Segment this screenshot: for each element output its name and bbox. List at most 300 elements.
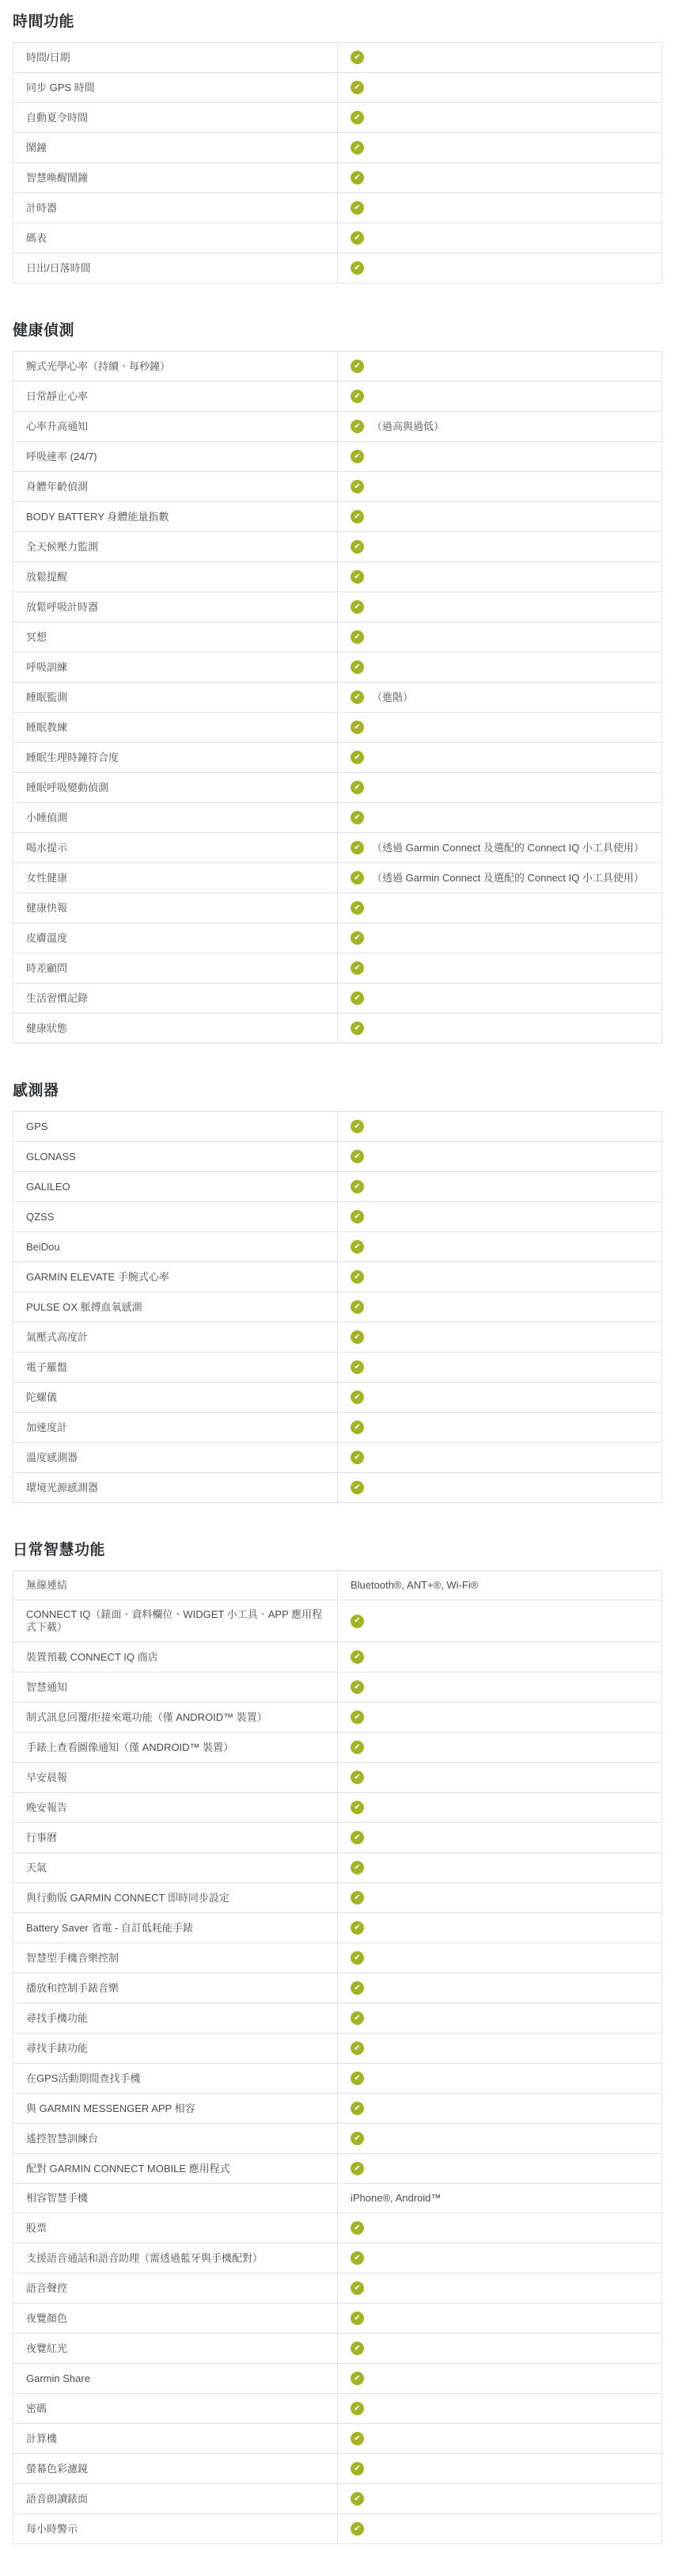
feature-value	[338, 2484, 662, 2514]
check-icon: ✔	[351, 1022, 364, 1035]
check-icon: ✔	[351, 811, 364, 824]
feature-note: iPhone®, Android™	[351, 2192, 442, 2204]
feature-label: 睡眠呼吸變動偵測	[13, 773, 338, 803]
spec-row	[13, 73, 662, 103]
spec-row	[13, 472, 662, 502]
feature-label: 健康快報	[13, 893, 338, 923]
spec-row	[13, 103, 662, 133]
feature-value	[338, 1642, 662, 1672]
spec-row	[13, 2184, 662, 2213]
check-icon: ✔	[351, 2132, 364, 2145]
feature-value	[338, 562, 662, 592]
feature-label: 日常靜止心率	[13, 382, 338, 412]
spec-row	[13, 1262, 662, 1292]
spec-row	[13, 743, 662, 773]
spec-row	[13, 1383, 662, 1413]
feature-value	[338, 1473, 662, 1503]
spec-row	[13, 713, 662, 743]
feature-label: 小睡偵測	[13, 803, 338, 833]
feature-label: 相容智慧手機	[13, 2184, 338, 2213]
feature-value	[338, 352, 662, 382]
feature-label: PULSE OX 脈搏血氧感測	[13, 1292, 338, 1322]
feature-value	[338, 1733, 662, 1763]
feature-label: 時差顧問	[13, 953, 338, 984]
spec-row	[13, 412, 662, 442]
feature-label: 自動夏令時間	[13, 103, 338, 133]
check-icon: ✔	[351, 2312, 364, 2325]
check-icon: ✔	[351, 1391, 364, 1404]
check-icon: ✔	[351, 751, 364, 764]
feature-label: CONNECT IQ（錶面、資料欄位、WIDGET 小工具、APP 應用程式下載）	[13, 1600, 338, 1642]
check-icon: ✔	[351, 231, 364, 245]
spec-row	[13, 2003, 662, 2034]
spec-row	[13, 1473, 662, 1503]
feature-value	[338, 683, 662, 713]
check-icon: ✔	[351, 1481, 364, 1494]
check-icon: ✔	[351, 1891, 364, 1904]
spec-row	[13, 833, 662, 863]
spec-row	[13, 1973, 662, 2003]
spec-row	[13, 1014, 662, 1044]
feature-label: 氣壓式高度計	[13, 1322, 338, 1353]
spec-row	[13, 953, 662, 984]
spec-row	[13, 1703, 662, 1733]
check-icon: ✔	[351, 171, 364, 185]
spec-row	[13, 1571, 662, 1600]
check-icon: ✔	[351, 721, 364, 734]
spec-row	[13, 1943, 662, 1973]
feature-label: 溫度感測器	[13, 1443, 338, 1473]
feature-label: 放鬆提醒	[13, 562, 338, 592]
spec-row	[13, 1763, 662, 1793]
spec-row	[13, 1202, 662, 1232]
feature-value	[338, 622, 662, 653]
spec-row	[13, 2514, 662, 2544]
feature-value	[338, 1672, 662, 1703]
check-icon: ✔	[351, 540, 364, 554]
feature-label: GALILEO	[13, 1172, 338, 1202]
feature-label: Garmin Share	[13, 2364, 338, 2394]
spec-table	[13, 351, 662, 1044]
sections	[13, 10, 662, 2544]
feature-value	[338, 1353, 662, 1383]
check-icon: ✔	[351, 390, 364, 403]
check-icon: ✔	[351, 2011, 364, 2025]
spec-row	[13, 43, 662, 73]
spec-table	[13, 42, 662, 283]
feature-value	[338, 193, 662, 223]
check-icon: ✔	[351, 901, 364, 915]
feature-label: GLONASS	[13, 1142, 338, 1172]
spec-row	[13, 1232, 662, 1262]
check-icon: ✔	[351, 1831, 364, 1844]
check-icon: ✔	[351, 1680, 364, 1694]
spec-row	[13, 2213, 662, 2243]
spec-row	[13, 1292, 662, 1322]
check-icon: ✔	[351, 2162, 364, 2175]
check-icon: ✔	[351, 570, 364, 584]
spec-table	[13, 1111, 662, 1503]
feature-value	[338, 1232, 662, 1262]
check-icon: ✔	[351, 2522, 364, 2536]
spec-row	[13, 2243, 662, 2274]
check-icon: ✔	[351, 1451, 364, 1464]
feature-label: 智慧型手機音樂控制	[13, 1943, 338, 1973]
feature-note: Bluetooth®, ANT+®, Wi-Fi®	[351, 1579, 479, 1591]
spec-row	[13, 923, 662, 953]
feature-value	[338, 1600, 662, 1642]
feature-value	[338, 953, 662, 984]
feature-label: 天氣	[13, 1853, 338, 1883]
feature-label: 早安晨報	[13, 1763, 338, 1793]
feature-label: 加速度計	[13, 1413, 338, 1443]
check-icon: ✔	[351, 51, 364, 64]
spec-row	[13, 352, 662, 382]
spec-section	[13, 318, 662, 1044]
feature-value	[338, 863, 662, 893]
feature-value	[338, 223, 662, 253]
spec-row	[13, 133, 662, 163]
feature-value	[338, 1142, 662, 1172]
feature-value	[338, 103, 662, 133]
check-icon: ✔	[351, 2342, 364, 2355]
spec-row	[13, 2394, 662, 2424]
feature-value	[338, 2003, 662, 2034]
spec-row	[13, 223, 662, 253]
spec-section	[13, 1079, 662, 1503]
spec-row	[13, 1172, 662, 1202]
feature-value	[338, 2454, 662, 2484]
check-icon: ✔	[351, 1300, 364, 1314]
feature-label: 皮膚溫度	[13, 923, 338, 953]
feature-value	[338, 1172, 662, 1202]
check-icon: ✔	[351, 1330, 364, 1344]
spec-row	[13, 1883, 662, 1913]
feature-label: 密碼	[13, 2394, 338, 2424]
check-icon: ✔	[351, 931, 364, 945]
feature-note: （透過 Garmin Connect 及選配的 Connect IQ 小工具使用）	[372, 871, 644, 884]
feature-value	[338, 412, 662, 442]
feature-label: 睡眠教練	[13, 713, 338, 743]
section-title: 感測器	[13, 1083, 59, 1099]
spec-row	[13, 803, 662, 833]
feature-label: 生活習慣記錄	[13, 984, 338, 1014]
feature-value	[338, 2304, 662, 2334]
spec-row	[13, 1913, 662, 1943]
spec-row	[13, 1322, 662, 1353]
spec-row	[13, 1142, 662, 1172]
check-icon: ✔	[351, 480, 364, 493]
spec-row	[13, 193, 662, 223]
section-title: 健康偵測	[13, 322, 75, 339]
feature-value	[338, 1262, 662, 1292]
feature-value	[338, 1112, 662, 1142]
feature-value	[338, 1703, 662, 1733]
check-icon: ✔	[351, 2492, 364, 2506]
feature-value	[338, 2243, 662, 2274]
feature-value	[338, 1913, 662, 1943]
spec-row	[13, 1733, 662, 1763]
feature-value	[338, 803, 662, 833]
check-icon: ✔	[351, 1120, 364, 1133]
spec-row	[13, 773, 662, 803]
feature-label: 時間/日期	[13, 43, 338, 73]
check-icon: ✔	[351, 360, 364, 373]
feature-label: 睡眠生理時鐘符合度	[13, 743, 338, 773]
feature-value	[338, 1973, 662, 2003]
spec-row	[13, 2154, 662, 2184]
feature-value	[338, 1202, 662, 1232]
feature-label: 在GPS活動期間查找手機	[13, 2064, 338, 2094]
spec-row	[13, 683, 662, 713]
spec-row	[13, 253, 662, 283]
feature-value	[338, 1763, 662, 1793]
feature-value	[338, 2034, 662, 2064]
check-icon: ✔	[351, 1861, 364, 1874]
check-icon: ✔	[351, 1210, 364, 1223]
check-icon: ✔	[351, 1801, 364, 1814]
feature-label: 腕式光學心率（持續、每秒鐘）	[13, 352, 338, 382]
spec-row	[13, 1823, 662, 1853]
check-icon: ✔	[351, 510, 364, 523]
spec-row	[13, 1600, 662, 1642]
feature-label: GARMIN ELEVATE 手腕式心率	[13, 1262, 338, 1292]
spec-row	[13, 2034, 662, 2064]
feature-value	[338, 442, 662, 472]
check-icon: ✔	[351, 420, 364, 433]
feature-label: 股票	[13, 2213, 338, 2243]
check-icon: ✔	[351, 2041, 364, 2055]
spec-row	[13, 2334, 662, 2364]
check-icon: ✔	[351, 1921, 364, 1935]
feature-value	[338, 163, 662, 193]
feature-label: 制式訊息回覆/拒接來電功能（僅 ANDROID™ 裝置）	[13, 1703, 338, 1733]
feature-label: 同步 GPS 時間	[13, 73, 338, 103]
check-icon: ✔	[351, 2251, 364, 2265]
check-icon: ✔	[351, 2372, 364, 2385]
feature-value	[338, 2394, 662, 2424]
feature-label: 女性健康	[13, 863, 338, 893]
feature-value	[338, 743, 662, 773]
spec-row	[13, 592, 662, 622]
feature-value	[338, 2124, 662, 2154]
feature-value	[338, 1853, 662, 1883]
check-icon: ✔	[351, 81, 364, 94]
spec-row	[13, 863, 662, 893]
feature-label: BODY BATTERY 身體能量指數	[13, 502, 338, 532]
feature-label: 環境光源感測器	[13, 1473, 338, 1503]
spec-section	[13, 1538, 662, 2544]
feature-label: 計時器	[13, 193, 338, 223]
feature-value	[338, 2274, 662, 2304]
check-icon: ✔	[351, 1421, 364, 1434]
check-icon: ✔	[351, 1180, 364, 1193]
feature-label: 語音聲控	[13, 2274, 338, 2304]
spec-table	[13, 1570, 662, 2544]
feature-label: 日出/日落時間	[13, 253, 338, 283]
feature-value	[338, 43, 662, 73]
check-icon: ✔	[351, 111, 364, 124]
feature-label: 遙控智慧訓練台	[13, 2124, 338, 2154]
spec-row	[13, 1353, 662, 1383]
feature-label: 身體年齡偵測	[13, 472, 338, 502]
feature-value	[338, 713, 662, 743]
feature-value	[338, 2064, 662, 2094]
check-icon: ✔	[351, 1981, 364, 1995]
feature-label: 全天候壓力監測	[13, 532, 338, 562]
feature-value	[338, 2514, 662, 2544]
check-icon: ✔	[351, 2221, 364, 2235]
check-icon: ✔	[351, 1360, 364, 1374]
feature-value	[338, 1292, 662, 1322]
feature-value	[338, 1571, 662, 1600]
feature-value	[338, 773, 662, 803]
spec-row	[13, 532, 662, 562]
check-icon: ✔	[351, 691, 364, 704]
spec-row	[13, 2364, 662, 2394]
check-icon: ✔	[351, 1771, 364, 1784]
feature-value	[338, 253, 662, 283]
feature-label: 放鬆呼吸計時器	[13, 592, 338, 622]
spec-row	[13, 1642, 662, 1672]
spec-row	[13, 442, 662, 472]
feature-value	[338, 833, 662, 863]
feature-label: 智慧喚醒鬧鐘	[13, 163, 338, 193]
spec-row	[13, 984, 662, 1014]
feature-value	[338, 984, 662, 1014]
section-title: 日常智慧功能	[13, 1542, 106, 1558]
feature-label: 計算機	[13, 2424, 338, 2454]
feature-label: 語音朗讀錶面	[13, 2484, 338, 2514]
check-icon: ✔	[351, 2462, 364, 2475]
feature-label: 行事曆	[13, 1823, 338, 1853]
feature-label: 喝水提示	[13, 833, 338, 863]
feature-label: GPS	[13, 1112, 338, 1142]
feature-label: 健康狀態	[13, 1014, 338, 1044]
check-icon: ✔	[351, 1951, 364, 1965]
spec-section	[13, 10, 662, 283]
feature-label: 支援語音通話和語音助理（需透過藍牙與手機配對）	[13, 2243, 338, 2274]
spec-row	[13, 2484, 662, 2514]
check-icon: ✔	[351, 2432, 364, 2445]
feature-value	[338, 2154, 662, 2184]
check-icon: ✔	[351, 1710, 364, 1724]
feature-value	[338, 1014, 662, 1044]
feature-value	[338, 382, 662, 412]
feature-value	[338, 923, 662, 953]
check-icon: ✔	[351, 141, 364, 154]
feature-label: 晚安報告	[13, 1793, 338, 1823]
spec-row	[13, 2454, 662, 2484]
feature-label: 夜覽紅光	[13, 2334, 338, 2364]
check-icon: ✔	[351, 1650, 364, 1664]
feature-label: 心率升高通知	[13, 412, 338, 442]
spec-row	[13, 1413, 662, 1443]
check-icon: ✔	[351, 1150, 364, 1163]
check-icon: ✔	[351, 2072, 364, 2085]
check-icon: ✔	[351, 991, 364, 1005]
feature-label: 電子羅盤	[13, 1353, 338, 1383]
feature-value	[338, 133, 662, 163]
feature-value	[338, 502, 662, 532]
feature-label: Battery Saver 省電 - 自訂低耗能手錶	[13, 1913, 338, 1943]
check-icon: ✔	[351, 1741, 364, 1754]
check-icon: ✔	[351, 2281, 364, 2295]
spec-row	[13, 653, 662, 683]
spec-row	[13, 2124, 662, 2154]
feature-label: 冥想	[13, 622, 338, 653]
feature-label: 與 GARMIN MESSENGER APP 相容	[13, 2094, 338, 2124]
spec-row	[13, 1672, 662, 1703]
feature-value	[338, 1793, 662, 1823]
check-icon: ✔	[351, 261, 364, 275]
feature-note: （透過 Garmin Connect 及選配的 Connect IQ 小工具使用）	[372, 841, 644, 854]
feature-value	[338, 2364, 662, 2394]
feature-note: （過高與過低）	[372, 420, 445, 432]
feature-label: 碼表	[13, 223, 338, 253]
feature-value	[338, 653, 662, 683]
spec-row	[13, 2424, 662, 2454]
feature-label: 呼吸訓練	[13, 653, 338, 683]
spec-row	[13, 1443, 662, 1473]
feature-label: 螢幕色彩濾鏡	[13, 2454, 338, 2484]
feature-value	[338, 1823, 662, 1853]
feature-value	[338, 1443, 662, 1473]
feature-label: BeiDou	[13, 1232, 338, 1262]
spec-row	[13, 163, 662, 193]
feature-label: 無線連結	[13, 1571, 338, 1600]
feature-value	[338, 1383, 662, 1413]
spec-row	[13, 1112, 662, 1142]
check-icon: ✔	[351, 2402, 364, 2415]
spec-row	[13, 1853, 662, 1883]
spec-row	[13, 1793, 662, 1823]
feature-label: 智慧通知	[13, 1672, 338, 1703]
check-icon: ✔	[351, 871, 364, 885]
feature-label: 夜覽顏色	[13, 2304, 338, 2334]
feature-value	[338, 2184, 662, 2213]
check-icon: ✔	[351, 450, 364, 463]
feature-label: 配對 GARMIN CONNECT MOBILE 應用程式	[13, 2154, 338, 2184]
feature-value	[338, 2424, 662, 2454]
feature-value	[338, 1943, 662, 1973]
feature-label: 呼吸速率 (24/7)	[13, 442, 338, 472]
feature-value	[338, 1322, 662, 1353]
check-icon: ✔	[351, 841, 364, 854]
spec-row	[13, 2064, 662, 2094]
feature-value	[338, 893, 662, 923]
feature-label: 睡眠監測	[13, 683, 338, 713]
feature-value	[338, 532, 662, 562]
feature-label: 尋找手機功能	[13, 2003, 338, 2034]
feature-label: 鬧鐘	[13, 133, 338, 163]
feature-label: 裝置預載 CONNECT IQ 商店	[13, 1642, 338, 1672]
spec-row	[13, 622, 662, 653]
feature-label: 每小時警示	[13, 2514, 338, 2544]
feature-value	[338, 472, 662, 502]
feature-value	[338, 2213, 662, 2243]
check-icon: ✔	[351, 600, 364, 614]
feature-value	[338, 1413, 662, 1443]
feature-note: （進階）	[372, 691, 414, 703]
feature-label: 播放和控制手錶音樂	[13, 1973, 338, 2003]
feature-value	[338, 1883, 662, 1913]
check-icon: ✔	[351, 201, 364, 215]
feature-label: 尋找手錶功能	[13, 2034, 338, 2064]
check-icon: ✔	[351, 961, 364, 975]
spec-row	[13, 562, 662, 592]
check-icon: ✔	[351, 781, 364, 794]
